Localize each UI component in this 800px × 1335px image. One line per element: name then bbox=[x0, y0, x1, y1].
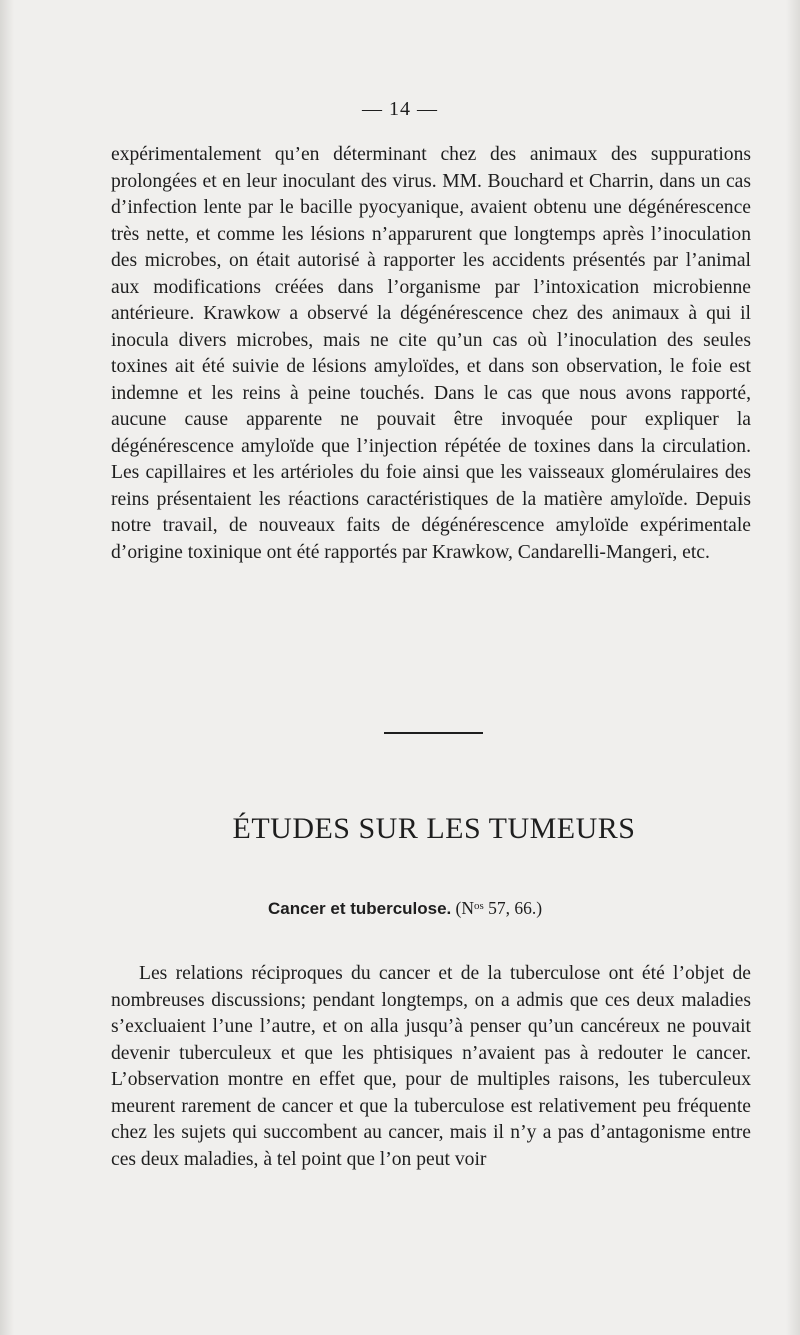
reference-open: (N bbox=[455, 898, 474, 918]
section-divider-rule bbox=[384, 732, 483, 734]
paragraph: expérimentalement qu’en déterminant chez des animaux des suppurations prolongées et en leur inoculant des virus. MM. Bouchard et Charrin, dans un cas d’infection lente par le bacille pyocyanique, avaient obtenu une dégénérescence très nette, et comme les lésions n’apparurent que longtemps après l’inoculation des microbes, on était autorisé à rapporter les accidents présentés par l’animal aux modifications créées dans l’organisme par l’intoxication microbienne antérieure. Krawkow a observé la dégénérescence chez des animaux à qui il inocula divers microbes, mais ne cite qu’un cas où l’inoculation des seules toxines ait été suivie de lésions amyloïdes, et dans son observation, le foie est indemne et les reins à peine touchés. Dans le cas que nous avons rapporté, aucune cause apparente ne pouvait être invoquée pour expliquer la dégénérescence amyloïde que l’injection répétée de toxines dans la circulation. Les capillaires et les artérioles du foie ainsi que les vaisseaux glomérulaires des reins présentaient les réactions caractéristiques de la matière amyloïde. Depuis notre travail, de nouveaux faits de dégénérescence amyloïde expérimentale d’origine toxinique ont été rapportés par Krawkow, Candarelli-Mangeri, etc. bbox=[111, 144, 751, 563]
page-edge-shadow-left bbox=[0, 0, 14, 1335]
subsection-heading bbox=[268, 898, 668, 919]
body-text-block bbox=[111, 961, 751, 1173]
reference-superscript: os bbox=[474, 900, 484, 912]
subsection-title: Cancer et tuberculose. bbox=[268, 899, 452, 918]
subsection-reference bbox=[456, 898, 543, 918]
page-number: — 14 — bbox=[362, 98, 438, 120]
reference-numbers: 57, 66.) bbox=[483, 898, 543, 918]
body-text-block bbox=[111, 142, 751, 566]
section-title: ÉTUDES SUR LES TUMEURS bbox=[232, 812, 636, 845]
page-edge-shadow-right bbox=[786, 0, 800, 1335]
paragraph: Les relations réciproques du cancer et de la tuberculose ont été l’objet de nombreuses discussions; pendant longtemps, on a admis que ces deux maladies s’excluaient l’une l’autre, et on alla jusqu’à penser qu’un cancéreux ne pouvait devenir tuberculeux et que les phtisiques n’avaient pas à redouter le cancer. L’observation montre en effet que, pour de multiples raisons, les tuberculeux meurent rarement de cancer et que la tuberculose est relativement peu fréquente chez les sujets qui succombent au cancer, mais il n’y a pas d’antagonisme entre ces deux maladies, à tel point que l’on peut voir bbox=[111, 963, 751, 1170]
